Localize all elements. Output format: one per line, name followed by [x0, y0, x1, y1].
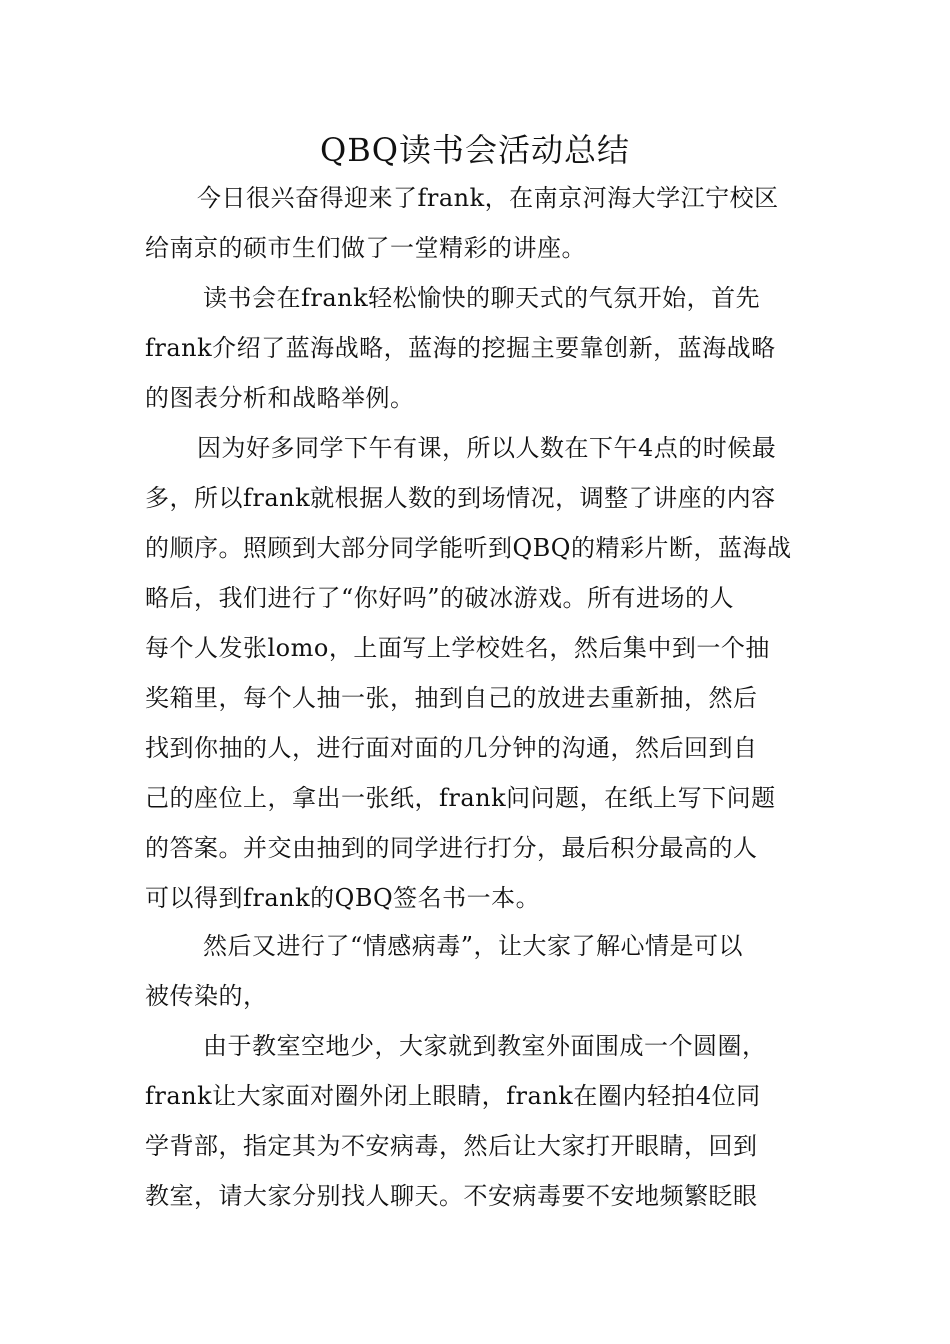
paragraph-line: frank让大家面对圈外闭上眼睛，frank在圈内轻拍4位同: [145, 1082, 761, 1110]
paragraph-line: 然后又进行了“情感病毒”，让大家了解心情是可以: [203, 932, 744, 960]
paragraph-line: 今日很兴奋得迎来了frank，在南京河海大学江宁校区: [197, 184, 779, 212]
paragraph-line: 可以得到frank的QBQ签名书一本。: [145, 884, 541, 912]
paragraph-line: 由于教室空地少，大家就到教室外面围成一个圆圈，: [203, 1032, 767, 1060]
paragraph-line: 被传染的，: [145, 982, 268, 1010]
paragraph-line: 的图表分析和战略举例。: [145, 384, 415, 412]
paragraph-line: 每个人发张lomo，上面写上学校姓名，然后集中到一个抽: [145, 634, 770, 662]
paragraph-line: frank介绍了蓝海战略，蓝海的挖掘主要靠创新，蓝海战略: [145, 334, 776, 362]
paragraph-line: 多，所以frank就根据人数的到场情况，调整了讲座的内容: [145, 484, 776, 512]
paragraph-line: 的答案。并交由抽到的同学进行打分，最后积分最高的人: [145, 834, 758, 862]
paragraph-line: 奖箱里，每个人抽一张，抽到自己的放进去重新抽，然后: [145, 684, 758, 712]
paragraph-line: 因为好多同学下午有课，所以人数在下午4点的时候最: [197, 434, 777, 462]
paragraph-line: 教室，请大家分别找人聊天。不安病毒要不安地频繁眨眼: [145, 1182, 758, 1210]
document-title: QBQ读书会活动总结: [320, 131, 630, 169]
paragraph-line: 找到你抽的人，进行面对面的几分钟的沟通，然后回到自: [145, 734, 758, 762]
paragraph-line: 学背部，指定其为不安病毒，然后让大家打开眼睛，回到: [145, 1132, 758, 1160]
paragraph-line: 读书会在frank轻松愉快的聊天式的气氛开始，首先: [203, 284, 761, 312]
paragraph-line: 己的座位上，拿出一张纸，frank问问题，在纸上写下问题: [145, 784, 776, 812]
paragraph-line: 给南京的硕市生们做了一堂精彩的讲座。: [145, 234, 586, 262]
paragraph-line: 的顺序。照顾到大部分同学能听到QBQ的精彩片断，蓝海战: [145, 534, 792, 562]
paragraph-line: 略后，我们进行了“你好吗”的破冰游戏。所有进场的人: [145, 584, 735, 612]
